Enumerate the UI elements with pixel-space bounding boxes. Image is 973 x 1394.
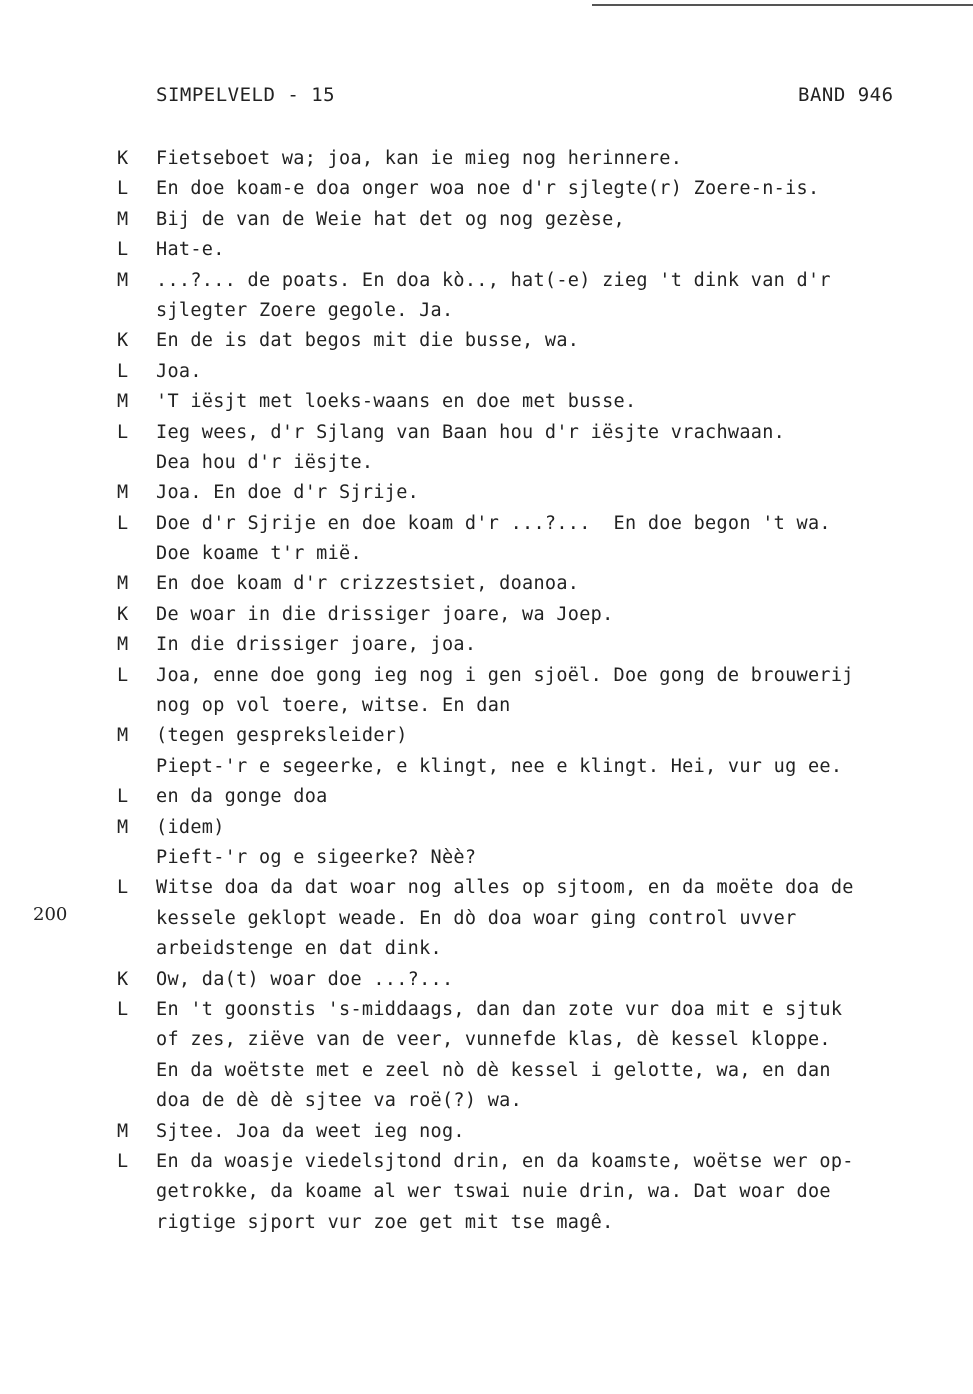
transcript-line	[0, 1025, 973, 1055]
line-text: En da woasje viedelsjtond drin, en da koamste, woëtse wer op-	[156, 1150, 854, 1172]
transcript-line	[0, 1147, 973, 1177]
transcript-line	[0, 539, 973, 569]
line-text: Witse doa da dat woar nog alles op sjtoom, en da moëte doa de	[156, 877, 854, 899]
line-text: Sjtee. Joa da weet ieg nog.	[156, 1120, 465, 1142]
speaker-label: L	[117, 178, 129, 200]
line-text: (tegen gespreksleider)	[156, 725, 408, 747]
line-text: nog op vol toere, witse. En dan	[156, 695, 511, 717]
transcript-line	[0, 965, 973, 995]
line-text: getrokke, da koame al wer tswai nuie drin, wa. Dat woar doe	[156, 1181, 831, 1203]
line-text: De woar in die drissiger joare, wa Joep.	[156, 603, 614, 625]
line-text: Piept-'r e segeerke, e klingt, nee e klingt. Hei, vur ug ee.	[156, 755, 843, 777]
line-text: Doe koame t'r mië.	[156, 543, 362, 565]
line-text: In die drissiger joare, joa.	[156, 634, 477, 656]
transcript-line	[0, 296, 973, 326]
transcript-line	[0, 661, 973, 691]
speaker-label: M	[117, 573, 129, 595]
line-text: Dea hou d'r iësjte.	[156, 451, 374, 473]
transcript-line	[0, 995, 973, 1025]
transcript-line	[0, 630, 973, 660]
transcript-line	[0, 1086, 973, 1116]
line-text: Bij de van de Weie hat det og nog gezèse,	[156, 208, 625, 230]
transcript-line	[0, 448, 973, 478]
transcript-line	[0, 478, 973, 508]
page-header-right: BAND 946	[798, 84, 894, 106]
line-text: Joa, enne doe gong ieg nog i gen sjoël. Doe gong de brouwerij	[156, 664, 854, 686]
line-text: En doe koam-e doa onger woa noe d'r sjlegte(r) Zoere-n-is.	[156, 178, 820, 200]
line-text: Pieft-'r og e sigeerke? Nèè?	[156, 846, 477, 868]
speaker-label: L	[117, 786, 129, 808]
transcript-line	[0, 387, 973, 417]
line-text: En da woëtste met e zeel nò dè kessel i gelotte, wa, en dan	[156, 1059, 831, 1081]
speaker-label: M	[117, 634, 129, 656]
transcript-line	[0, 1208, 973, 1238]
speaker-label: M	[117, 482, 129, 504]
speaker-label: M	[117, 725, 129, 747]
transcript-line	[0, 357, 973, 387]
speaker-label: L	[117, 360, 129, 382]
speaker-label: M	[117, 391, 129, 413]
transcript-line	[0, 205, 973, 235]
transcript-line	[0, 509, 973, 539]
transcript-line	[0, 752, 973, 782]
transcript-line	[0, 1056, 973, 1086]
line-text: rigtige sjport vur zoe get mit tse magê.	[156, 1211, 614, 1233]
transcript-line	[0, 904, 973, 934]
speaker-label: L	[117, 239, 129, 261]
transcript-line	[0, 235, 973, 265]
page-header-left: SIMPELVELD - 15	[156, 84, 336, 106]
transcript-line	[0, 1117, 973, 1147]
speaker-label: M	[117, 208, 129, 230]
transcript-line	[0, 782, 973, 812]
speaker-label: K	[117, 330, 129, 352]
line-text: Ieg wees, d'r Sjlang van Baan hou d'r iësjte vrachwaan.	[156, 421, 786, 443]
transcript-line	[0, 721, 973, 751]
speaker-label: M	[117, 1120, 129, 1142]
transcript-line	[0, 600, 973, 630]
speaker-label: L	[117, 1150, 129, 1172]
transcript-line	[0, 873, 973, 903]
transcript-line	[0, 144, 973, 174]
line-text: sjlegter Zoere gegole. Ja.	[156, 299, 454, 321]
margin-line-number: 200	[33, 904, 68, 925]
transcript-line	[0, 934, 973, 964]
transcript-line	[0, 569, 973, 599]
transcript-line	[0, 326, 973, 356]
transcript-line	[0, 843, 973, 873]
speaker-label: K	[117, 968, 129, 990]
speaker-label: L	[117, 664, 129, 686]
line-text: of zes, ziëve van de veer, vunnefde klas, dè kessel kloppe.	[156, 1029, 831, 1051]
transcript-line	[0, 813, 973, 843]
transcript-body	[0, 144, 973, 1238]
transcript-line	[0, 1177, 973, 1207]
line-text: doa de dè dè sjtee va roë(?) wa.	[156, 1090, 523, 1112]
line-text: 'T iësjt met loeks-waans en doe met busse.	[156, 391, 637, 413]
transcript-line	[0, 691, 973, 721]
speaker-label: M	[117, 269, 129, 291]
transcript-line	[0, 266, 973, 296]
line-text: Ow, da(t) woar doe ...?...	[156, 968, 454, 990]
line-text: kessele geklopt weade. En dò doa woar ging control uvver	[156, 907, 797, 929]
line-text: En de is dat begos mit die busse, wa.	[156, 330, 580, 352]
speaker-label: L	[117, 512, 129, 534]
top-rule	[592, 4, 973, 6]
line-text: ...?... de poats. En doa kò.., hat(-e) zieg 't dink van d'r	[156, 269, 831, 291]
speaker-label: K	[117, 148, 129, 169]
line-text: Fietseboet wa; joa, kan ie mieg nog herinnere.	[156, 148, 683, 169]
line-text: Doe d'r Sjrije en doe koam d'r ...?... En doe begon 't wa.	[156, 512, 831, 534]
line-text: (idem)	[156, 816, 225, 838]
line-text: Hat-e.	[156, 239, 225, 261]
line-text: En doe koam d'r crizzestsiet, doanoa.	[156, 573, 580, 595]
speaker-label: L	[117, 877, 129, 899]
speaker-label: K	[117, 603, 129, 625]
line-text: arbeidstenge en dat dink.	[156, 938, 442, 960]
transcript-line	[0, 418, 973, 448]
line-text: Joa. En doe d'r Sjrije.	[156, 482, 420, 504]
line-text: Joa.	[156, 360, 202, 382]
line-text: En 't goonstis 's-middaags, dan dan zote vur doa mit e sjtuk	[156, 998, 843, 1020]
transcript-line	[0, 174, 973, 204]
speaker-label: L	[117, 421, 129, 443]
speaker-label: M	[117, 816, 129, 838]
line-text: en da gonge doa	[156, 786, 328, 808]
speaker-label: L	[117, 998, 129, 1020]
